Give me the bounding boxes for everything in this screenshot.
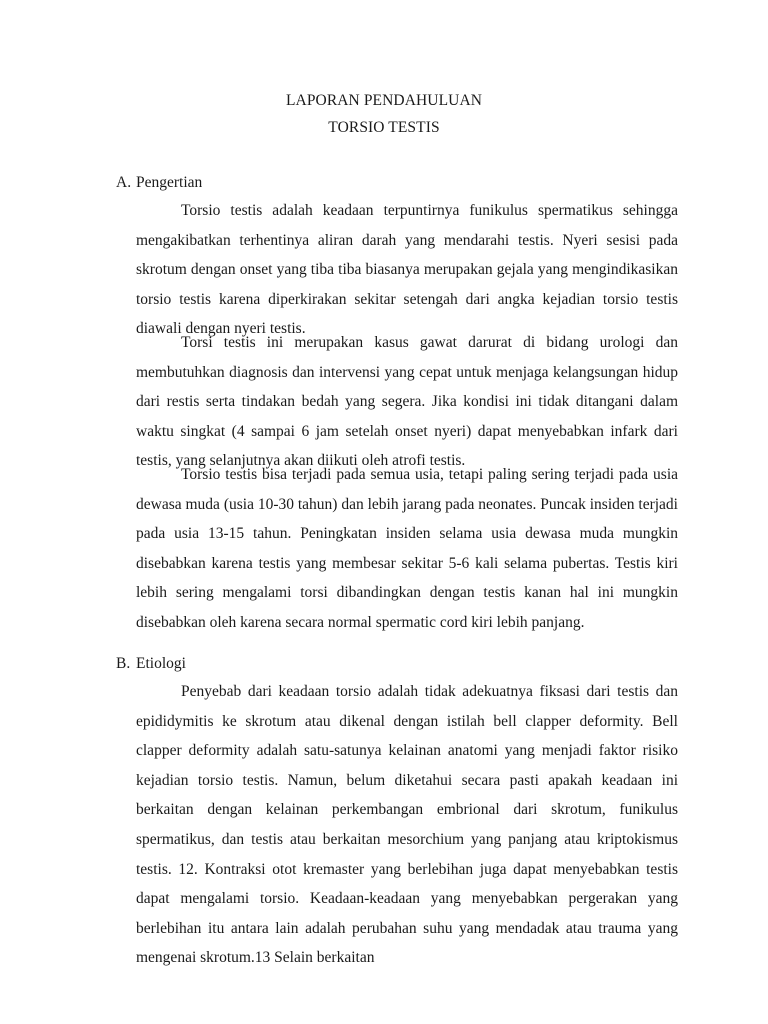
- document-title-line2: TORSIO TESTIS: [328, 119, 440, 136]
- paragraph-etiologi-1: Penyebab dari keadaan torsio adalah tidak adekuatnya fiksasi dari testis dan epididymitis ke skrotum atau dikenal dengan istilah bell clapper deformity. Bell clapper deformity adalah satu-satunya kelainan anatomi yang menjadi faktor risiko kejadian torsio testis. Namun, belum diketahui secara pasti apakah keadaan ini berkaitan dengan kelainan perkembangan embrional dari skrotum, funikulus spermatikus, dan testis atau berkaitan mesorchium yang panjang atau kriptokismus testis. 12. Kontraksi otot kremaster yang berlebihan juga dapat menyebabkan testis dapat mengalami torsio. Keadaan-keadaan yang menyebabkan pergerakan yang berlebihan itu antara lain adalah perubahan suhu yang mendadak atau trauma yang mengenai skrotum.13 Selain berkaitan: [136, 683, 678, 967]
- section-marker-b: B.: [116, 655, 131, 672]
- paragraph-pengertian-2: Torsi testis ini merupakan kasus gawat darurat di bidang urologi dan membutuhkan diagnosis dan intervensi yang cepat untuk menjaga kelangsungan hidup dari restis serta tindakan bedah yang segera. Jika kondisi ini tidak ditangani dalam waktu singkat (4 sampai 6 jam setelah onset nyeri) dapat menyebabkan infark dari testis, yang selanjutnya akan diikuti oleh atrofi testis.: [136, 334, 678, 470]
- paragraph-pengertian-1: Torsio testis adalah keadaan terpuntirnya funikulus spermatikus sehingga mengakibatkan terhentinya aliran darah yang mendarahi testis. Nyeri sesisi pada skrotum dengan onset yang tiba tiba biasanya merupakan gejala yang mengindikasikan torsio testis karena diperkirakan sekitar setengah dari angka kejadian torsio testis diawali dengan nyeri testis.: [136, 202, 678, 338]
- paragraph-pengertian-3: Torsio testis bisa terjadi pada semua usia, tetapi paling sering terjadi pada usia dewasa muda (usia 10-30 tahun) dan lebih jarang pada neonates. Puncak insiden terjadi pada usia 13-15 tahun. Peningkatan insiden selama usia dewasa muda mungkin disebabkan karena testis yang membesar sekitar 5-6 kali selama pubertas. Testis kiri lebih sering mengalami torsi dibandingkan dengan testis kanan hal ini mungkin disebabkan oleh karena secara normal spermatic cord kiri lebih panjang.: [136, 466, 678, 631]
- section-heading-a: [116, 174, 202, 192]
- section-title-b: Etiologi: [136, 655, 186, 672]
- section-marker-a: A.: [116, 174, 132, 191]
- document-title-line1: LAPORAN PENDAHULUAN: [285, 92, 483, 109]
- section-title-a: Pengertian: [136, 174, 203, 191]
- section-heading-b: [116, 655, 186, 673]
